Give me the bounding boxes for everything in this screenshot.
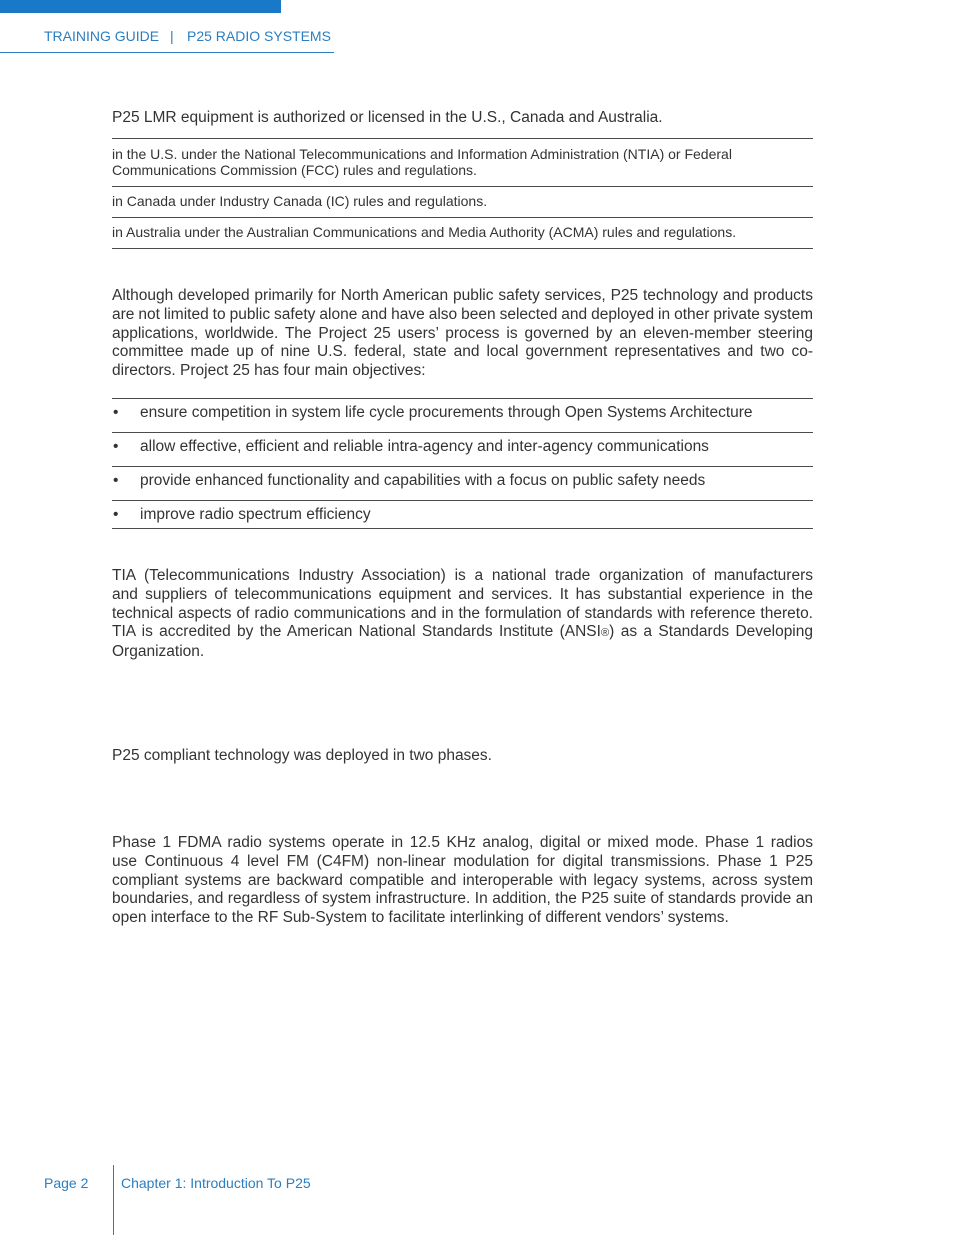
authorization-row-australia: in Australia under the Australian Communications and Media Authority (ACMA) rules and regulations. [112,217,813,248]
phase1-paragraph [112,834,813,928]
registered-mark: ® [600,627,610,640]
bullet-marker: • [113,438,119,455]
paragraph-line: Phase 1 FDMA radio systems operate in 12.5 KHz analog, digital or mixed mode. Phase 1 radios [112,834,813,851]
overview-paragraph [112,287,813,381]
objective-item [112,398,813,432]
objectives-list [112,398,813,529]
tia-paragraph [112,567,813,662]
paragraph-line: Although developed primarily for North American public safety services, P25 technology and products [112,287,813,304]
paragraph-line: and suppliers of telecommunications equipment and services. It has substantial experience in the [112,585,813,603]
bullet-marker: • [113,472,119,489]
paragraph-line: TIA is accredited by the American National Standards Institute (ANSI®) as a Standards Developing [112,623,813,641]
objective-item [112,500,813,528]
header-separator: | [170,28,174,44]
paragraph-line: directors. Project 25 has four main objectives: [112,362,426,379]
authorization-table [112,138,813,249]
paragraph-line: boundaries, and regardless of system infrastructure. In addition, the P25 suite of standards provide an [112,890,813,908]
objective-text: allow effective, efficient and reliable intra-agency and inter-agency communications [140,438,709,455]
footer-divider [113,1165,114,1235]
paragraph-line: compliant systems are backward compatible and interoperable with legacy systems, across system [112,871,813,889]
paragraph-line: are not limited to public safety alone and have also been selected and deployed in other private system [112,305,813,323]
paragraph-line: TIA (Telecommunications Industry Association) is a national trade organization of manufacturers [112,567,813,584]
page-number: Page 2 [44,1175,89,1191]
objective-item [112,466,813,500]
intro-paragraph: P25 LMR equipment is authorized or licensed in the U.S., Canada and Australia. [112,109,663,126]
objective-text: improve radio spectrum efficiency [140,506,371,523]
objective-text: ensure competition in system life cycle procurements through Open Systems Architecture [140,404,753,421]
header-subject: P25 RADIO SYSTEMS [187,28,331,44]
authorization-row-us: in the U.S. under the National Telecommunications and Information Administration (NTIA) or Federal Communications Commission (FCC) rules and regulations. [112,138,813,186]
objective-item [112,432,813,466]
bullet-marker: • [113,404,119,421]
phases-intro-paragraph: P25 compliant technology was deployed in two phases. [112,747,492,764]
bullet-marker: • [113,506,119,523]
chapter-title: Chapter 1: Introduction To P25 [121,1175,311,1191]
paragraph-line: committee made up of nine U.S. federal, state and local government representatives and two co- [112,343,813,361]
paragraph-line: use Continuous 4 level FM (C4FM) non-linear modulation for digital transmissions. Phase 1 P25 [112,852,813,870]
header-accent-bar [0,0,281,13]
objective-text: provide enhanced functionality and capabilities with a focus on public safety needs [140,472,706,489]
paragraph-line: open interface to the RF Sub-System to facilitate interlinking of different vendors’ systems. [112,909,729,926]
header-guide-title: TRAINING GUIDE [44,28,160,44]
header-underline [0,52,334,53]
paragraph-line: applications, worldwide. The Project 25 users’ process is governed by an eleven-member steering [112,324,813,342]
authorization-row-canada: in Canada under Industry Canada (IC) rules and regulations. [112,186,813,217]
paragraph-line: Organization. [112,643,205,660]
paragraph-line: technical aspects of radio communications and in the formulation of standards with reference thereto. [112,604,813,622]
